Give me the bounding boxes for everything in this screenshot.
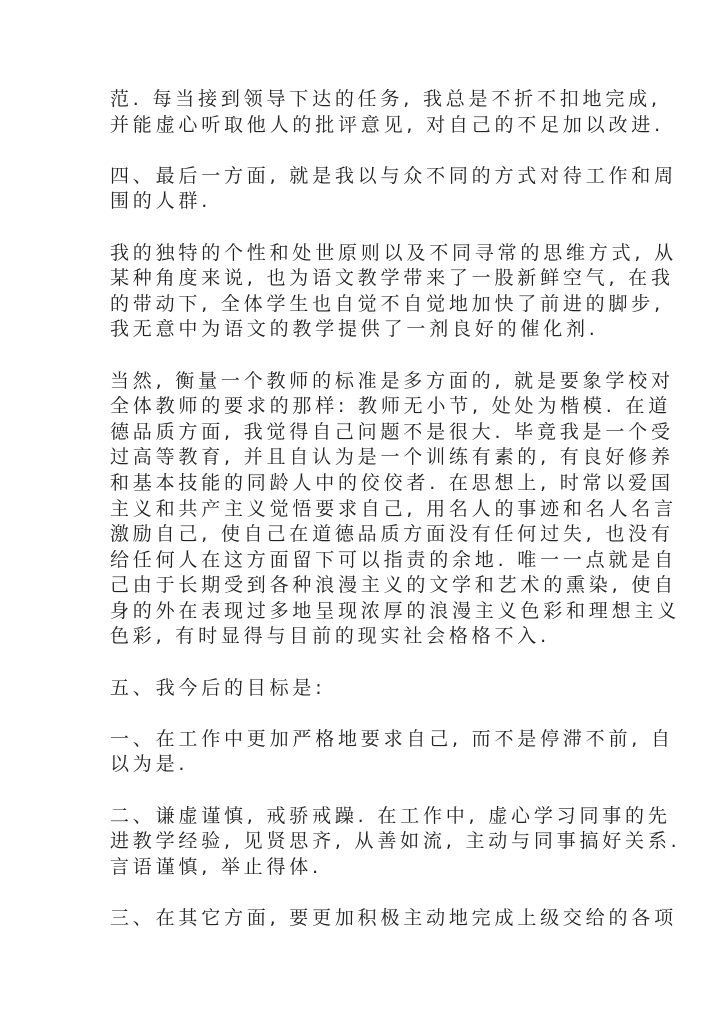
text-line: 五、我今后的目标是: xyxy=(110,676,326,699)
text-line: 当然, 衡量一个教师的标准是多方面的, 就是要象学校对 xyxy=(110,369,674,392)
text-line: 全体教师的要求的那样: 教师无小节, 处处为楷模. 在道 xyxy=(110,395,672,418)
text-line: 己由于长期受到各种浪漫主义的文学和艺术的熏染, 使自 xyxy=(110,574,677,597)
text-line: 和基本技能的同龄人中的佼佼者. 在思想上, 时常以爱国 xyxy=(110,471,674,494)
text-line: 一、在工作中更加严格地要求自己, 而不是停滞不前, 自 xyxy=(110,727,674,750)
text-line: 过高等教育, 并且自认为是一个训练有素的, 有良好修养 xyxy=(110,446,674,469)
text-line: 德品质方面, 我觉得自己问题不是很大. 毕竟我是一个受 xyxy=(110,420,674,443)
text-line: 主义和共产主义觉悟要求自己, 用名人的事迹和名人名言 xyxy=(110,497,677,520)
text-line: 身的外在表现过多地呈现浓厚的浪漫主义色彩和理想主义 xyxy=(110,599,681,622)
paragraph xyxy=(110,906,677,932)
text-line: 以为是. xyxy=(110,753,189,776)
text-line: 言语谨慎, 举止得体. xyxy=(110,855,322,878)
text-line: 进教学经验, 见贤思齐, 从善如流, 主动与同事搞好关系. xyxy=(110,830,681,853)
paragraph xyxy=(110,87,664,138)
text-line: 二、谦虚谨慎, 戒骄戒躁. 在工作中, 虚心学习同事的先 xyxy=(110,804,671,827)
paragraph xyxy=(110,676,650,702)
text-line: 给任何人在这方面留下可以指责的余地. 唯一一点就是自 xyxy=(110,548,677,571)
paragraph xyxy=(110,727,674,778)
text-line: 的带动下, 全体学生也自觉不自觉地加快了前进的脚步, xyxy=(110,292,664,315)
text-line: 围的人群. xyxy=(110,190,212,213)
text-line: 并能虚心听取他人的批评意见, 对自己的不足加以改进. xyxy=(110,113,664,136)
text-line: 我无意中为语文的教学提供了一剂良好的催化剂. xyxy=(110,318,599,341)
text-line: 四、最后一方面, 就是我以与众不同的方式对待工作和周 xyxy=(110,164,677,187)
paragraph xyxy=(110,164,677,215)
paragraph xyxy=(110,369,681,651)
paragraph xyxy=(110,241,677,343)
text-line: 激励自己, 使自己在道德品质方面没有任何过失, 也没有 xyxy=(110,523,674,546)
paragraph xyxy=(110,804,681,881)
text-line: 某种角度来说, 也为语文教学带来了一股新鲜空气, 在我 xyxy=(110,267,674,290)
text-line: 我的独特的个性和处世原则以及不同寻常的思维方式, 从 xyxy=(110,241,677,264)
text-line: 色彩, 有时显得与目前的现实社会格格不入. xyxy=(110,625,550,648)
document-body xyxy=(110,87,681,957)
text-line: 三、在其它方面, 要更加积极主动地完成上级交给的各项 xyxy=(110,907,677,929)
text-line: 范. 每当接到领导下达的任务, 我总是不折不扣地完成, xyxy=(110,88,661,110)
